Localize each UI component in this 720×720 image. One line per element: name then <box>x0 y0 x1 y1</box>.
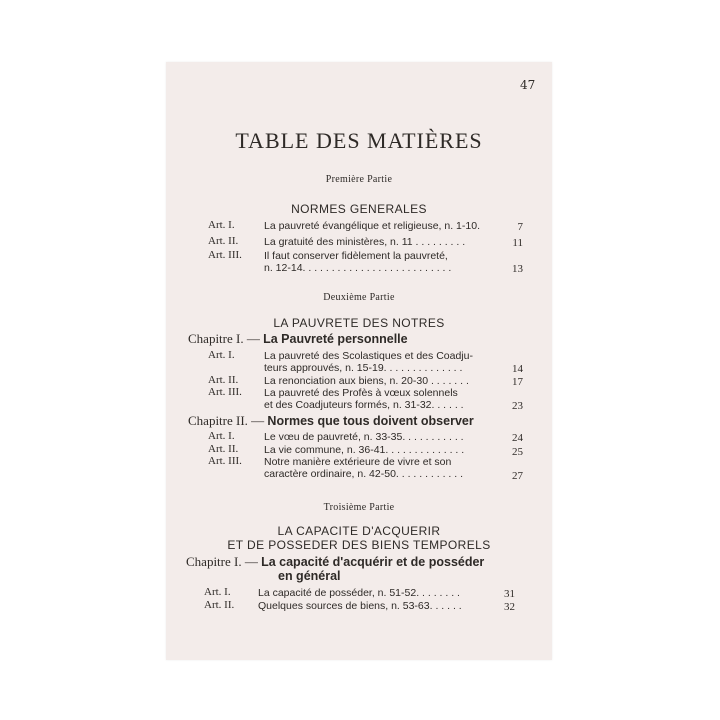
article-page: 27 <box>512 470 523 482</box>
chapter-heading <box>188 413 474 429</box>
section-heading: ET DE POSSEDER DES BIENS TEMPORELS <box>227 538 491 552</box>
article-label: Art. I. <box>208 349 235 361</box>
article-text: teurs approuvés, n. 15-19. . . . . . . . . . . . . . <box>264 362 463 374</box>
chapter-heading <box>188 331 408 347</box>
article-label: Art. III. <box>208 249 242 261</box>
article-text: Quelques sources de biens, n. 53-63. . . . . . <box>258 600 462 612</box>
article-page: 25 <box>512 446 523 458</box>
article-page: 14 <box>512 363 523 375</box>
article-text: caractère ordinaire, n. 42-50. . . . . . . . . . . . <box>264 468 464 480</box>
chapter-dash: — <box>251 413 265 428</box>
article-text: La pauvreté des Profès à vœux solennels <box>264 387 458 399</box>
article-label: Art. II. <box>208 235 239 247</box>
article-label: Art. I. <box>208 430 235 442</box>
part-label: Première Partie <box>325 174 393 185</box>
article-page: 7 <box>517 221 523 233</box>
part-label: Troisième Partie <box>323 502 395 513</box>
chapter-heading-cont <box>278 568 341 584</box>
chapter-title: en général <box>278 569 341 583</box>
section-heading: LA PAUVRETE DES NOTRES <box>273 316 445 330</box>
article-page: 31 <box>504 588 515 600</box>
article-label: Art. III. <box>208 386 242 398</box>
article-page: 32 <box>504 601 515 613</box>
chapter-title: Normes que tous doivent observer <box>267 414 474 428</box>
article-text: Le vœu de pauvreté, n. 33-35. . . . . . . . . . . <box>264 431 464 443</box>
chapter-title: La capacité d'acquérir et de posséder <box>261 555 485 569</box>
article-text: Notre manière extérieure de vivre et son <box>264 456 452 468</box>
chapter-dash: — <box>244 554 258 569</box>
article-text: La renonciation aux biens, n. 20-30 . . . . . . . <box>264 375 469 387</box>
article-label: Art. I. <box>208 219 235 231</box>
article-text: n. 12-14. . . . . . . . . . . . . . . . . . . . . . . . . . <box>264 262 452 274</box>
chapter-title: La Pauvreté personnelle <box>263 332 408 346</box>
article-text: La pauvreté des Scolastiques et des Coadju- <box>264 350 473 362</box>
article-label: Art. II. <box>208 443 239 455</box>
article-label: Art. III. <box>208 455 242 467</box>
article-page: 23 <box>512 400 523 412</box>
article-label: Art. II. <box>208 374 239 386</box>
chapter-dash: — <box>246 331 260 346</box>
article-text: La gratuité des ministères, n. 11 . . . . . . . . . <box>264 236 466 248</box>
article-text: et des Coadjuteurs formés, n. 31-32. . . . . . <box>264 399 464 411</box>
part-label: Deuxième Partie <box>323 292 395 303</box>
article-text: Il faut conserver fidèlement la pauvreté, <box>264 250 448 262</box>
article-text: La pauvreté évangélique et religieuse, n. 1-10. <box>264 220 480 232</box>
chapter-label: Chapitre II. <box>188 413 248 428</box>
article-page: 13 <box>512 263 523 275</box>
article-page: 24 <box>512 432 523 444</box>
article-label: Art. II. <box>204 599 235 611</box>
chapter-label: Chapitre I. <box>188 331 244 346</box>
page-number: 47 <box>520 78 536 92</box>
chapter-label: Chapitre I. <box>186 554 242 569</box>
book-page <box>166 62 552 660</box>
article-page: 11 <box>512 237 523 249</box>
section-heading: LA CAPACITE D'ACQUERIR <box>277 524 441 538</box>
article-text: La vie commune, n. 36-41. . . . . . . . . . . . . . <box>264 444 465 456</box>
page-title: TABLE DES MATIÈRES <box>235 128 483 153</box>
section-heading: NORMES GENERALES <box>291 202 427 216</box>
article-text: La capacité de posséder, n. 51-52. . . . . . . . <box>258 587 460 599</box>
article-page: 17 <box>512 376 523 388</box>
article-label: Art. I. <box>204 586 231 598</box>
